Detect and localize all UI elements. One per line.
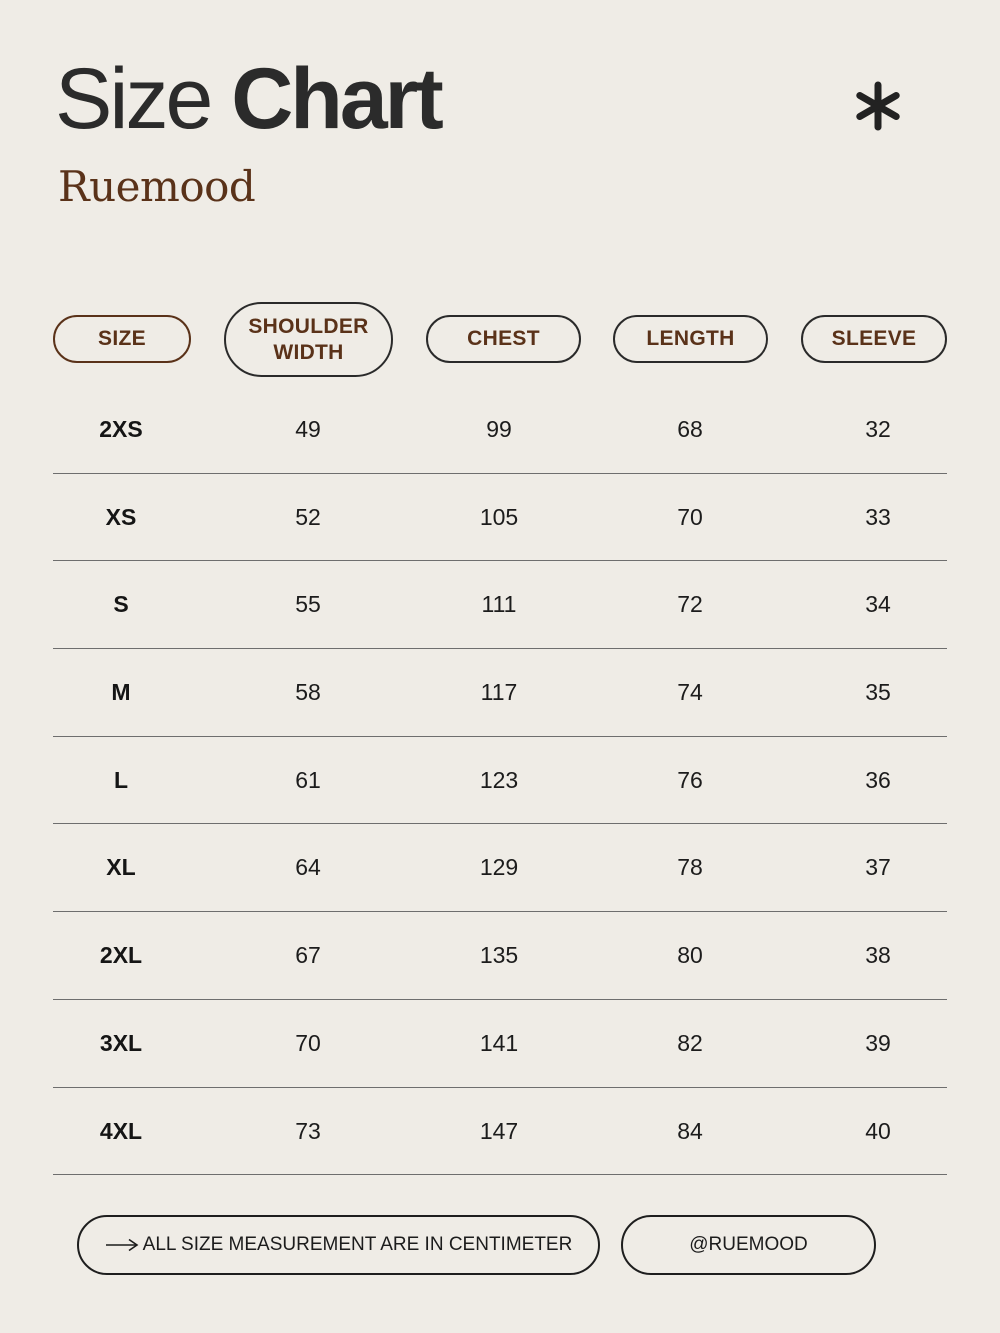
sleeve-cell: 36 xyxy=(865,766,891,793)
size-cell: S xyxy=(113,591,129,618)
sleeve-cell: 34 xyxy=(865,591,891,618)
chest-cell: 99 xyxy=(486,416,512,442)
column-header-label-line2: WIDTH xyxy=(273,340,344,364)
column-header-sleeve xyxy=(801,315,947,363)
column-header-label: SLEEVE xyxy=(831,327,917,350)
chest-cell: 141 xyxy=(479,1029,519,1056)
measurement-note-text: ALL SIZE MEASUREMENT ARE IN CENTIMETER xyxy=(142,1234,573,1255)
sleeve-cell: 40 xyxy=(865,1117,891,1144)
length-cell: 84 xyxy=(677,1117,703,1144)
size-cell: 2XL xyxy=(99,942,143,969)
column-header-label: SIZE xyxy=(98,327,146,350)
table-row xyxy=(53,386,947,474)
social-handle-text: @RUEMOOD xyxy=(689,1234,808,1255)
size-cell: XS xyxy=(105,503,137,530)
length-cell: 70 xyxy=(677,503,703,530)
shoulder-width-cell: 58 xyxy=(295,679,321,706)
sleeve-cell: 38 xyxy=(865,942,891,969)
table-row xyxy=(53,824,947,912)
column-header-length xyxy=(613,315,768,363)
column-header-size xyxy=(53,315,191,363)
sleeve-cell: 39 xyxy=(865,1029,891,1056)
length-cell: 76 xyxy=(677,766,703,793)
size-cell: M xyxy=(111,679,131,706)
table-row xyxy=(53,474,947,562)
length-cell: 68 xyxy=(677,416,703,442)
chest-cell: 117 xyxy=(480,679,518,706)
length-cell: 74 xyxy=(677,679,703,706)
chest-cell: 111 xyxy=(481,591,517,618)
arrow-right-icon xyxy=(105,1238,139,1252)
table-row xyxy=(53,912,947,1000)
shoulder-width-cell: 70 xyxy=(295,1029,321,1056)
table-row xyxy=(53,1088,947,1176)
chest-cell: 135 xyxy=(479,942,519,969)
length-cell: 78 xyxy=(677,854,703,881)
social-handle xyxy=(621,1215,876,1275)
asterisk-icon xyxy=(850,78,906,134)
title-bold: Chart xyxy=(231,51,441,147)
shoulder-width-cell: 73 xyxy=(295,1117,321,1144)
column-header-label: CHEST xyxy=(467,327,540,350)
column-header-chest xyxy=(426,315,581,363)
size-cell: 4XL xyxy=(99,1117,143,1144)
brand-name: Ruemood xyxy=(58,162,256,211)
sleeve-cell: 35 xyxy=(865,679,891,706)
chest-cell: 147 xyxy=(479,1117,519,1144)
measurement-note xyxy=(77,1215,600,1275)
shoulder-width-cell: 49 xyxy=(295,416,321,442)
table-row xyxy=(53,649,947,737)
table-row xyxy=(53,1000,947,1088)
size-cell: 2XS xyxy=(99,416,143,442)
length-cell: 82 xyxy=(677,1029,703,1056)
chest-cell: 129 xyxy=(479,854,519,881)
shoulder-width-cell: 64 xyxy=(295,854,321,881)
shoulder-width-cell: 67 xyxy=(295,942,321,969)
sleeve-cell: 37 xyxy=(865,854,891,881)
column-header-label: LENGTH xyxy=(646,327,735,350)
chest-cell: 123 xyxy=(479,766,519,793)
length-cell: 80 xyxy=(677,942,703,969)
sleeve-cell: 32 xyxy=(865,416,891,442)
table-row xyxy=(53,561,947,649)
sleeve-cell: 33 xyxy=(865,503,891,530)
page-title xyxy=(55,51,441,147)
size-table xyxy=(53,386,947,1175)
length-cell: 72 xyxy=(677,591,703,618)
size-cell: L xyxy=(113,766,129,793)
shoulder-width-cell: 55 xyxy=(295,591,321,618)
column-header-label: SHOULDER xyxy=(248,314,369,338)
table-row xyxy=(53,737,947,825)
column-header-shoulder-width xyxy=(224,302,393,377)
chest-cell: 105 xyxy=(479,503,519,530)
size-cell: 3XL xyxy=(99,1029,143,1056)
shoulder-width-cell: 61 xyxy=(295,766,321,793)
title-light: Size xyxy=(55,51,211,147)
shoulder-width-cell: 52 xyxy=(295,503,321,530)
size-cell: XL xyxy=(106,854,136,881)
